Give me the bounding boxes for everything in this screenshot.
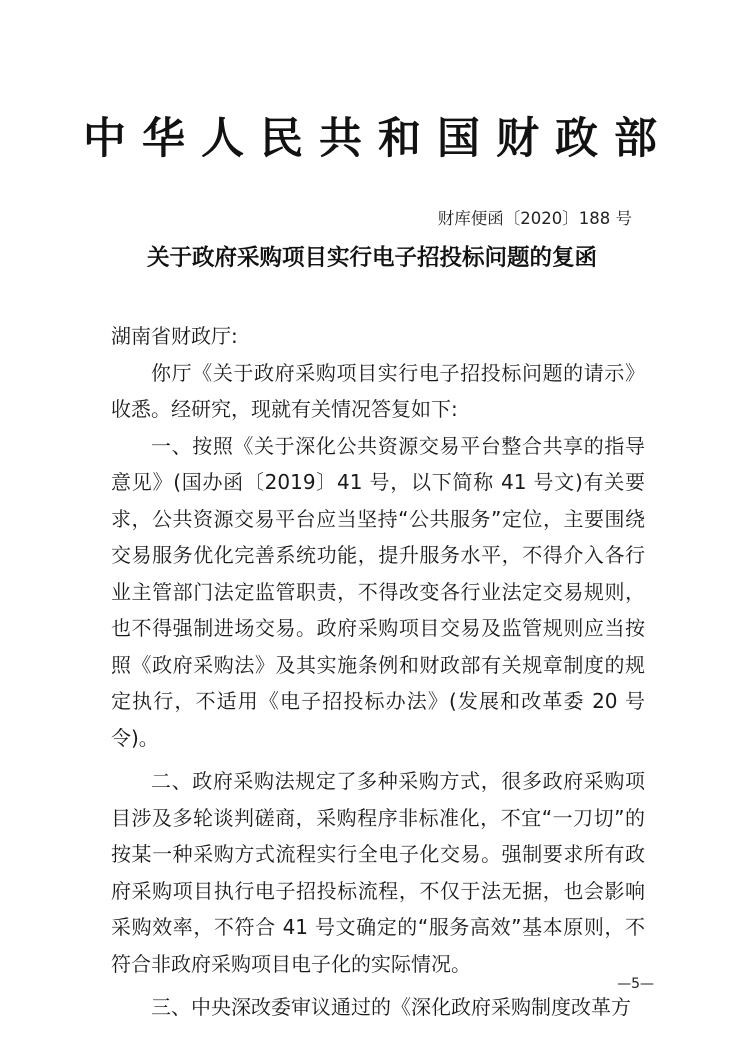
- paragraph-1: 一、按照《关于深化公共资源交易平台整合共享的指导意见》(国办函〔2019〕41 号，以下简称 41 号文)有关要求，公共资源交易平台应当坚持“公共服务”定位，主要围绕交易服务优化完善系统功能，提升服务水平，不得介入各行业主管部门法定监管职责，不得改变各行业法定交易规则，也不得强制进场交易。政府采购项目交易及监管规则应当按照《政府采购法》及其实施条例和财政部有关规章制度的规定执行，不适用《电子招投标办法》(发展和改革委 20 号令)。: [111, 433, 645, 750]
- letter-body: [111, 318, 645, 1026]
- document-title: 关于政府采购项目实行电子招投标问题的复函: [146, 245, 597, 271]
- paragraph-intro: 你厅《关于政府采购项目实行电子招投标问题的请示》收悉。经研究，现就有关情况答复如下:: [111, 360, 645, 421]
- ministry-letterhead: 中华人民共和国财政部: [83, 114, 673, 164]
- salutation: 湖南省财政厅:: [111, 324, 238, 348]
- page-number: —5—: [617, 976, 654, 992]
- paragraph-2: 二、政府采购法规定了多种采购方式，很多政府采购项目涉及多轮谈判磋商，采购程序非标准化，不宜“一刀切”的按某一种采购方式流程实行全电子化交易。强制要求所有政府采购项目执行电子招投标流程，不仅于法无据，也会影响采购效率，不符合 41 号文确定的“服务高效”基本原则，不符合非政府采购项目电子化的实际情况。: [111, 769, 645, 976]
- paragraph-3: 三、中央深改委审议通过的《深化政府采购制度改革方: [151, 995, 631, 1019]
- document-number: 财库便函〔2020〕188 号: [437, 209, 632, 228]
